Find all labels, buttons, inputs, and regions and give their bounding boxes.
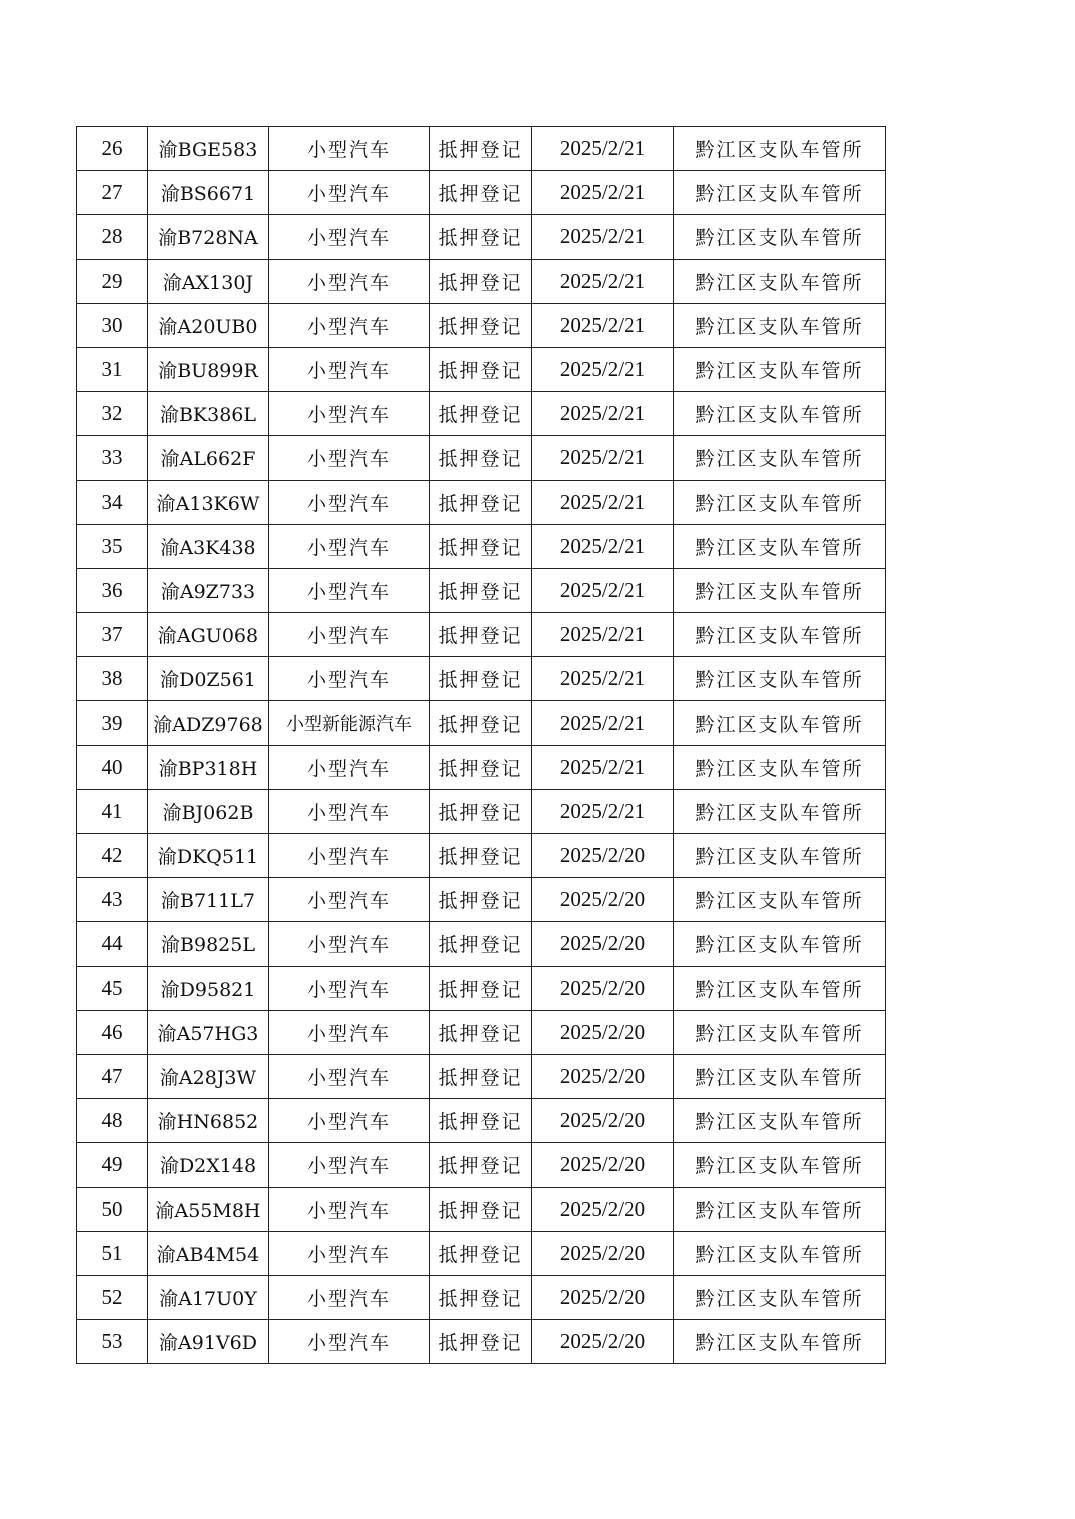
vehicle-type-cell: 小型汽车 (269, 215, 430, 259)
date-cell: 2025/2/20 (532, 1275, 674, 1319)
vehicle-type-cell: 小型汽车 (269, 303, 430, 347)
plate-number-cell: 渝ADZ9768 (148, 701, 269, 745)
office-cell: 黔江区支队车管所 (674, 1231, 886, 1275)
table-row (77, 259, 886, 303)
plate-number-cell: 渝A55M8H (148, 1187, 269, 1231)
date-cell: 2025/2/20 (532, 1320, 674, 1364)
plate-number-cell: 渝D95821 (148, 966, 269, 1010)
vehicle-type-cell: 小型汽车 (269, 436, 430, 480)
business-type-cell: 抵押登记 (430, 259, 532, 303)
office-cell: 黔江区支队车管所 (674, 347, 886, 391)
business-type-cell: 抵押登记 (430, 215, 532, 259)
date-cell: 2025/2/20 (532, 1231, 674, 1275)
date-cell: 2025/2/21 (532, 303, 674, 347)
business-type-cell: 抵押登记 (430, 1054, 532, 1098)
date-cell: 2025/2/20 (532, 922, 674, 966)
business-type-cell: 抵押登记 (430, 1010, 532, 1054)
date-cell: 2025/2/20 (532, 1010, 674, 1054)
date-cell: 2025/2/21 (532, 657, 674, 701)
table-row (77, 1275, 886, 1319)
date-cell: 2025/2/21 (532, 259, 674, 303)
office-cell: 黔江区支队车管所 (674, 1143, 886, 1187)
business-type-cell: 抵押登记 (430, 966, 532, 1010)
row-number-cell: 35 (77, 524, 148, 568)
row-number-cell: 30 (77, 303, 148, 347)
vehicle-type-cell: 小型汽车 (269, 745, 430, 789)
plate-number-cell: 渝B9825L (148, 922, 269, 966)
plate-number-cell: 渝BS6671 (148, 171, 269, 215)
business-type-cell: 抵押登记 (430, 480, 532, 524)
table-row (77, 657, 886, 701)
office-cell: 黔江区支队车管所 (674, 745, 886, 789)
plate-number-cell: 渝AGU068 (148, 613, 269, 657)
plate-number-cell: 渝BU899R (148, 347, 269, 391)
vehicle-type-cell: 小型汽车 (269, 966, 430, 1010)
table-row (77, 789, 886, 833)
business-type-cell: 抵押登记 (430, 1275, 532, 1319)
row-number-cell: 48 (77, 1099, 148, 1143)
office-cell: 黔江区支队车管所 (674, 524, 886, 568)
plate-number-cell: 渝BJ062B (148, 789, 269, 833)
date-cell: 2025/2/20 (532, 1099, 674, 1143)
vehicle-type-cell: 小型汽车 (269, 1054, 430, 1098)
table-row (77, 1054, 886, 1098)
plate-number-cell: 渝DKQ511 (148, 834, 269, 878)
date-cell: 2025/2/21 (532, 568, 674, 612)
plate-number-cell: 渝BGE583 (148, 127, 269, 171)
office-cell: 黔江区支队车管所 (674, 1320, 886, 1364)
table-row (77, 966, 886, 1010)
date-cell: 2025/2/21 (532, 347, 674, 391)
plate-number-cell: 渝A13K6W (148, 480, 269, 524)
vehicle-type-cell: 小型汽车 (269, 1143, 430, 1187)
office-cell: 黔江区支队车管所 (674, 392, 886, 436)
table-row (77, 878, 886, 922)
table-body (77, 127, 886, 1364)
business-type-cell: 抵押登记 (430, 701, 532, 745)
date-cell: 2025/2/21 (532, 745, 674, 789)
row-number-cell: 42 (77, 834, 148, 878)
business-type-cell: 抵押登记 (430, 922, 532, 966)
table-row (77, 922, 886, 966)
business-type-cell: 抵押登记 (430, 657, 532, 701)
vehicle-type-cell: 小型汽车 (269, 834, 430, 878)
date-cell: 2025/2/21 (532, 436, 674, 480)
row-number-cell: 43 (77, 878, 148, 922)
plate-number-cell: 渝AB4M54 (148, 1231, 269, 1275)
row-number-cell: 37 (77, 613, 148, 657)
row-number-cell: 38 (77, 657, 148, 701)
row-number-cell: 53 (77, 1320, 148, 1364)
date-cell: 2025/2/20 (532, 1054, 674, 1098)
vehicle-type-cell: 小型汽车 (269, 347, 430, 391)
table-row (77, 834, 886, 878)
office-cell: 黔江区支队车管所 (674, 613, 886, 657)
table-row (77, 1187, 886, 1231)
vehicle-type-cell: 小型汽车 (269, 259, 430, 303)
office-cell: 黔江区支队车管所 (674, 789, 886, 833)
office-cell: 黔江区支队车管所 (674, 480, 886, 524)
vehicle-type-cell: 小型汽车 (269, 127, 430, 171)
plate-number-cell: 渝A28J3W (148, 1054, 269, 1098)
table-row (77, 701, 886, 745)
business-type-cell: 抵押登记 (430, 789, 532, 833)
date-cell: 2025/2/21 (532, 524, 674, 568)
plate-number-cell: 渝BP318H (148, 745, 269, 789)
row-number-cell: 39 (77, 701, 148, 745)
office-cell: 黔江区支队车管所 (674, 127, 886, 171)
date-cell: 2025/2/20 (532, 834, 674, 878)
plate-number-cell: 渝HN6852 (148, 1099, 269, 1143)
vehicle-type-cell: 小型汽车 (269, 1231, 430, 1275)
office-cell: 黔江区支队车管所 (674, 1187, 886, 1231)
plate-number-cell: 渝AX130J (148, 259, 269, 303)
business-type-cell: 抵押登记 (430, 303, 532, 347)
office-cell: 黔江区支队车管所 (674, 215, 886, 259)
vehicle-type-cell: 小型汽车 (269, 1187, 430, 1231)
date-cell: 2025/2/21 (532, 701, 674, 745)
vehicle-type-cell: 小型汽车 (269, 922, 430, 966)
date-cell: 2025/2/20 (532, 1187, 674, 1231)
office-cell: 黔江区支队车管所 (674, 701, 886, 745)
vehicle-type-cell: 小型汽车 (269, 568, 430, 612)
office-cell: 黔江区支队车管所 (674, 436, 886, 480)
vehicle-type-cell: 小型汽车 (269, 1099, 430, 1143)
vehicle-type-cell: 小型汽车 (269, 657, 430, 701)
plate-number-cell: 渝BK386L (148, 392, 269, 436)
table-row (77, 568, 886, 612)
business-type-cell: 抵押登记 (430, 1143, 532, 1187)
business-type-cell: 抵押登记 (430, 1187, 532, 1231)
row-number-cell: 45 (77, 966, 148, 1010)
vehicle-type-cell: 小型汽车 (269, 524, 430, 568)
plate-number-cell: 渝B728NA (148, 215, 269, 259)
row-number-cell: 32 (77, 392, 148, 436)
row-number-cell: 31 (77, 347, 148, 391)
office-cell: 黔江区支队车管所 (674, 171, 886, 215)
row-number-cell: 28 (77, 215, 148, 259)
plate-number-cell: 渝A91V6D (148, 1320, 269, 1364)
office-cell: 黔江区支队车管所 (674, 568, 886, 612)
office-cell: 黔江区支队车管所 (674, 922, 886, 966)
vehicle-type-cell: 小型新能源汽车 (269, 701, 430, 745)
row-number-cell: 44 (77, 922, 148, 966)
date-cell: 2025/2/20 (532, 878, 674, 922)
date-cell: 2025/2/21 (532, 392, 674, 436)
business-type-cell: 抵押登记 (430, 347, 532, 391)
row-number-cell: 46 (77, 1010, 148, 1054)
row-number-cell: 34 (77, 480, 148, 524)
date-cell: 2025/2/21 (532, 127, 674, 171)
business-type-cell: 抵押登记 (430, 878, 532, 922)
table-row (77, 613, 886, 657)
vehicle-type-cell: 小型汽车 (269, 1010, 430, 1054)
business-type-cell: 抵押登记 (430, 1231, 532, 1275)
vehicle-type-cell: 小型汽车 (269, 480, 430, 524)
table-row (77, 524, 886, 568)
office-cell: 黔江区支队车管所 (674, 1099, 886, 1143)
table-row (77, 127, 886, 171)
row-number-cell: 29 (77, 259, 148, 303)
office-cell: 黔江区支队车管所 (674, 1010, 886, 1054)
office-cell: 黔江区支队车管所 (674, 834, 886, 878)
business-type-cell: 抵押登记 (430, 834, 532, 878)
business-type-cell: 抵押登记 (430, 392, 532, 436)
date-cell: 2025/2/21 (532, 215, 674, 259)
plate-number-cell: 渝A3K438 (148, 524, 269, 568)
table-row (77, 1099, 886, 1143)
row-number-cell: 49 (77, 1143, 148, 1187)
table-row (77, 303, 886, 347)
row-number-cell: 36 (77, 568, 148, 612)
table-row (77, 1320, 886, 1364)
date-cell: 2025/2/20 (532, 1143, 674, 1187)
business-type-cell: 抵押登记 (430, 524, 532, 568)
office-cell: 黔江区支队车管所 (674, 259, 886, 303)
vehicle-type-cell: 小型汽车 (269, 789, 430, 833)
row-number-cell: 47 (77, 1054, 148, 1098)
plate-number-cell: 渝D0Z561 (148, 657, 269, 701)
business-type-cell: 抵押登记 (430, 1099, 532, 1143)
table-row (77, 1231, 886, 1275)
vehicle-type-cell: 小型汽车 (269, 392, 430, 436)
registration-table (76, 126, 886, 1364)
row-number-cell: 51 (77, 1231, 148, 1275)
row-number-cell: 26 (77, 127, 148, 171)
table-row (77, 480, 886, 524)
business-type-cell: 抵押登记 (430, 436, 532, 480)
business-type-cell: 抵押登记 (430, 613, 532, 657)
business-type-cell: 抵押登记 (430, 171, 532, 215)
row-number-cell: 41 (77, 789, 148, 833)
business-type-cell: 抵押登记 (430, 568, 532, 612)
table-row (77, 171, 886, 215)
office-cell: 黔江区支队车管所 (674, 878, 886, 922)
vehicle-type-cell: 小型汽车 (269, 613, 430, 657)
row-number-cell: 27 (77, 171, 148, 215)
plate-number-cell: 渝A9Z733 (148, 568, 269, 612)
date-cell: 2025/2/20 (532, 966, 674, 1010)
vehicle-type-cell: 小型汽车 (269, 1275, 430, 1319)
business-type-cell: 抵押登记 (430, 1320, 532, 1364)
plate-number-cell: 渝A20UB0 (148, 303, 269, 347)
table-row (77, 1010, 886, 1054)
row-number-cell: 33 (77, 436, 148, 480)
plate-number-cell: 渝A17U0Y (148, 1275, 269, 1319)
office-cell: 黔江区支队车管所 (674, 1275, 886, 1319)
office-cell: 黔江区支队车管所 (674, 966, 886, 1010)
date-cell: 2025/2/21 (532, 480, 674, 524)
date-cell: 2025/2/21 (532, 171, 674, 215)
vehicle-type-cell: 小型汽车 (269, 878, 430, 922)
office-cell: 黔江区支队车管所 (674, 303, 886, 347)
plate-number-cell: 渝B711L7 (148, 878, 269, 922)
row-number-cell: 40 (77, 745, 148, 789)
table-row (77, 215, 886, 259)
vehicle-type-cell: 小型汽车 (269, 171, 430, 215)
table-row (77, 745, 886, 789)
table-row (77, 347, 886, 391)
date-cell: 2025/2/21 (532, 789, 674, 833)
vehicle-type-cell: 小型汽车 (269, 1320, 430, 1364)
office-cell: 黔江区支队车管所 (674, 657, 886, 701)
table-row (77, 392, 886, 436)
plate-number-cell: 渝A57HG3 (148, 1010, 269, 1054)
office-cell: 黔江区支队车管所 (674, 1054, 886, 1098)
table-row (77, 1143, 886, 1187)
plate-number-cell: 渝D2X148 (148, 1143, 269, 1187)
row-number-cell: 50 (77, 1187, 148, 1231)
row-number-cell: 52 (77, 1275, 148, 1319)
date-cell: 2025/2/21 (532, 613, 674, 657)
plate-number-cell: 渝AL662F (148, 436, 269, 480)
business-type-cell: 抵押登记 (430, 127, 532, 171)
table-row (77, 436, 886, 480)
business-type-cell: 抵押登记 (430, 745, 532, 789)
